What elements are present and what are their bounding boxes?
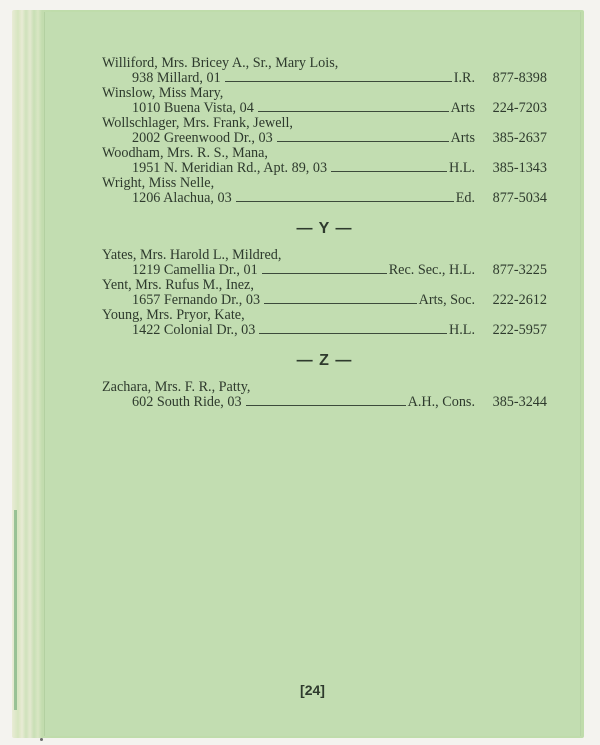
entry-category: Arts xyxy=(450,100,475,116)
dot-leader xyxy=(277,141,449,142)
entry-address: 1010 Buena Vista, 04 xyxy=(132,100,254,116)
entry-phone: 877-3225 xyxy=(492,262,547,278)
directory-entry xyxy=(102,56,547,86)
section-z xyxy=(102,380,547,410)
dot-leader xyxy=(259,333,447,334)
dot-leader xyxy=(236,201,454,202)
entry-phone: 222-5957 xyxy=(492,322,547,338)
letter-heading-y: — Y — xyxy=(296,220,353,237)
dot-leader xyxy=(331,171,447,172)
entry-address: 1219 Camellia Dr., 01 xyxy=(132,262,258,278)
entry-phone: 385-3244 xyxy=(492,394,547,410)
entry-category: Arts, Soc. xyxy=(418,292,475,308)
entry-name: Zachara, Mrs. F. R., Patty, xyxy=(102,379,251,395)
entry-address: 1657 Fernando Dr., 03 xyxy=(132,292,261,308)
page-number: [24] xyxy=(300,682,325,698)
entry-phone: 877-8398 xyxy=(492,70,547,86)
entry-address: 1206 Alachua, 03 xyxy=(132,190,232,206)
entry-name: Young, Mrs. Pryor, Kate, xyxy=(102,307,245,323)
directory-entry xyxy=(102,308,547,338)
directory-entry xyxy=(102,86,547,116)
entry-name: Wollschlager, Mrs. Frank, Jewell, xyxy=(102,115,293,131)
entry-category: A.H., Cons. xyxy=(407,394,475,410)
entry-category: Rec. Sec., H.L. xyxy=(388,262,475,278)
dot-leader xyxy=(264,303,417,304)
entry-address: 602 South Ride, 03 xyxy=(132,394,242,410)
directory-entry xyxy=(102,116,547,146)
directory-entry xyxy=(102,146,547,176)
entry-category: I.R. xyxy=(453,70,475,86)
entry-name: Winslow, Miss Mary, xyxy=(102,85,224,101)
entry-phone: 385-1343 xyxy=(492,160,547,176)
entry-name: Williford, Mrs. Bricey A., Sr., Mary Lois, xyxy=(102,55,339,71)
dot-leader xyxy=(262,273,387,274)
entry-address: 1422 Colonial Dr., 03 xyxy=(132,322,256,338)
entry-name: Yates, Mrs. Harold L., Mildred, xyxy=(102,247,282,263)
entry-phone: 224-7203 xyxy=(492,100,547,116)
directory-entry xyxy=(102,278,547,308)
entry-phone: 877-5034 xyxy=(492,190,547,206)
directory-entry xyxy=(102,176,547,206)
section-w xyxy=(102,56,547,206)
entry-address: 1951 N. Meridian Rd., Apt. 89, 03 xyxy=(132,160,328,176)
entry-address: 938 Millard, 01 xyxy=(132,70,221,86)
entry-category: Arts xyxy=(450,130,475,146)
page-edge-mark xyxy=(14,510,17,710)
entry-category: H.L. xyxy=(448,160,475,176)
letter-heading-z: — Z — xyxy=(296,352,353,369)
dot-leader xyxy=(225,81,452,82)
directory-entry xyxy=(102,248,547,278)
directory-entry xyxy=(102,380,547,410)
dot-leader xyxy=(246,405,406,406)
scan-speck xyxy=(40,738,43,741)
section-y xyxy=(102,248,547,338)
entry-name: Yent, Mrs. Rufus M., Inez, xyxy=(102,277,254,293)
directory-page xyxy=(44,12,581,736)
entry-name: Woodham, Mrs. R. S., Mana, xyxy=(102,145,268,161)
entry-phone: 222-2612 xyxy=(492,292,547,308)
dot-leader xyxy=(258,111,449,112)
entry-category: Ed. xyxy=(455,190,475,206)
entry-phone: 385-2637 xyxy=(492,130,547,146)
entry-category: H.L. xyxy=(448,322,475,338)
entry-name: Wright, Miss Nelle, xyxy=(102,175,215,191)
directory-entries xyxy=(102,56,547,410)
entry-address: 2002 Greenwood Dr., 03 xyxy=(132,130,273,146)
